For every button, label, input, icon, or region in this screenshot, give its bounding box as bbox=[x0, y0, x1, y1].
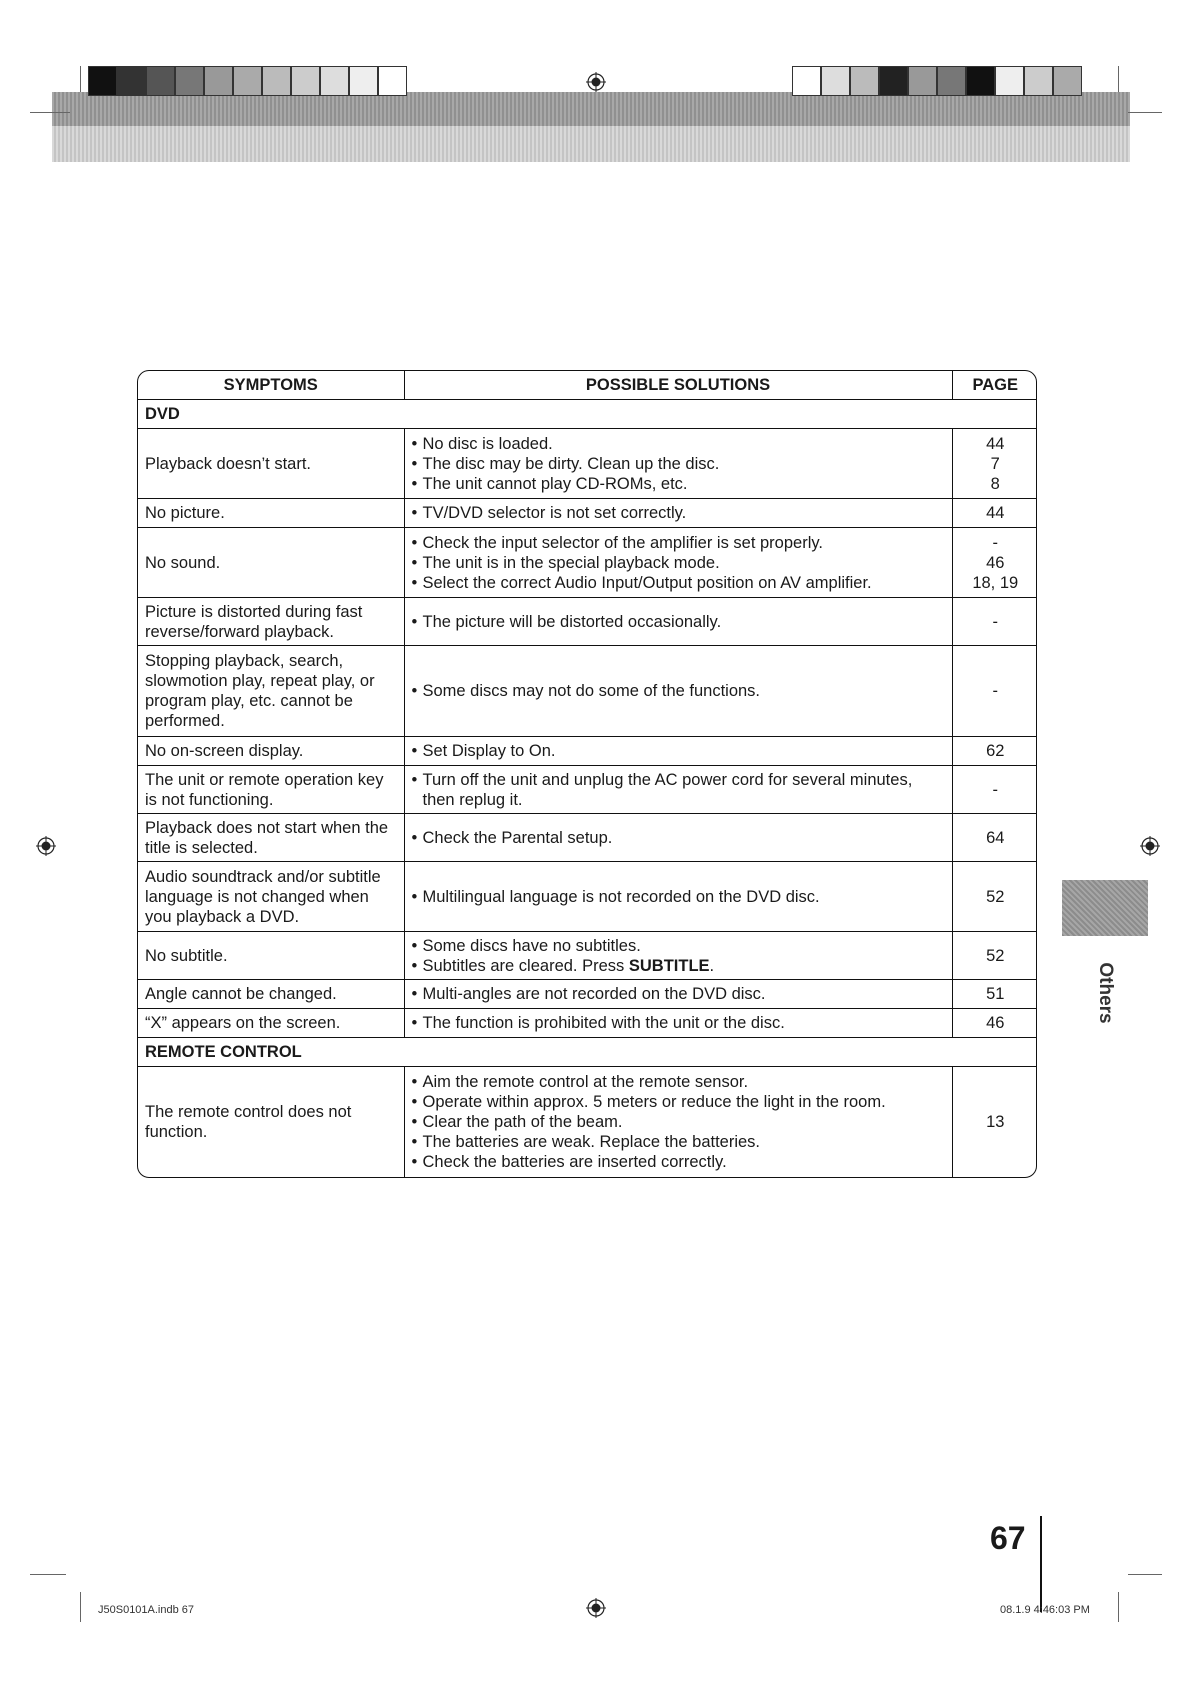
solution-item bbox=[412, 1092, 945, 1112]
page-reference: 46 bbox=[986, 1014, 1005, 1032]
side-tab-label bbox=[1062, 948, 1148, 1038]
bullet-icon: • bbox=[411, 936, 418, 955]
bullet-icon: • bbox=[411, 573, 418, 592]
crop-mark bbox=[80, 1592, 81, 1622]
solution-text: Subtitles are cleared. Press SUBTITLE. bbox=[422, 956, 715, 975]
solution-item bbox=[412, 573, 945, 593]
crop-mark bbox=[1118, 1592, 1119, 1622]
solution-item bbox=[412, 887, 945, 907]
solutions-cell bbox=[404, 1009, 952, 1038]
solution-text: No disc is loaded. bbox=[422, 434, 553, 453]
table-row bbox=[138, 980, 1037, 1009]
registration-mark-left-icon bbox=[36, 836, 56, 856]
solution-item bbox=[412, 454, 945, 474]
solution-item bbox=[412, 533, 945, 553]
solution-text: The unit is in the special playback mode. bbox=[422, 553, 720, 572]
page-reference: 18, 19 bbox=[972, 573, 1019, 592]
solution-text: Select the correct Audio Input/Output position on AV amplifier. bbox=[422, 573, 872, 592]
crop-mark bbox=[1128, 1574, 1162, 1575]
table-header-row bbox=[138, 371, 1037, 400]
table-row bbox=[138, 598, 1037, 646]
table-row bbox=[138, 862, 1037, 932]
section-row-remote-control bbox=[138, 1038, 1037, 1067]
solution-item bbox=[412, 1013, 945, 1033]
solution-text: The disc may be dirty. Clean up the disc. bbox=[422, 454, 720, 473]
section-title-remote-control: REMOTE CONTROL bbox=[138, 1038, 1037, 1067]
page-number: 67 bbox=[990, 1520, 1026, 1556]
solution-item bbox=[412, 681, 945, 701]
solution-item bbox=[412, 1132, 945, 1152]
solution-item bbox=[412, 1152, 945, 1172]
bullet-icon: • bbox=[411, 474, 418, 493]
solution-item bbox=[412, 828, 945, 848]
bullet-icon: • bbox=[411, 1152, 418, 1171]
solution-item bbox=[412, 503, 945, 523]
page-reference: 64 bbox=[986, 828, 1005, 847]
bullet-icon: • bbox=[411, 887, 418, 906]
page-cell bbox=[952, 429, 1037, 499]
table-row bbox=[138, 1067, 1037, 1177]
header-page: PAGE bbox=[952, 371, 1037, 400]
page-cell bbox=[952, 646, 1037, 737]
registration-mark-bottom-icon bbox=[586, 1598, 606, 1618]
section-row-dvd bbox=[138, 400, 1037, 429]
solution-text: TV/DVD selector is not set correctly. bbox=[422, 504, 687, 522]
solution-item bbox=[412, 984, 945, 1004]
page-cell bbox=[952, 737, 1037, 766]
page-reference: 7 bbox=[990, 454, 1000, 473]
footer-file-name: J50S0101A.indb 67 bbox=[98, 1604, 195, 1616]
table-row bbox=[138, 499, 1037, 528]
solution-item bbox=[412, 1112, 945, 1132]
solution-item bbox=[412, 1072, 945, 1092]
page-cell bbox=[952, 1009, 1037, 1038]
header-solutions: POSSIBLE SOLUTIONS bbox=[404, 371, 952, 400]
color-swatches-right bbox=[792, 66, 1082, 96]
bullet-icon: • bbox=[411, 454, 418, 473]
solutions-cell bbox=[404, 766, 952, 814]
page-reference: 51 bbox=[986, 985, 1005, 1003]
symptom-cell: No picture. bbox=[138, 499, 404, 528]
bullet-icon: • bbox=[411, 770, 418, 789]
bullet-icon: • bbox=[411, 1072, 418, 1091]
solution-text: Set Display to On. bbox=[422, 742, 556, 760]
crop-mark bbox=[1118, 66, 1119, 92]
solutions-cell bbox=[404, 737, 952, 766]
bullet-icon: • bbox=[411, 828, 418, 847]
bullet-icon: • bbox=[411, 1132, 418, 1151]
solution-text: Check the input selector of the amplifier is set properly. bbox=[422, 533, 823, 552]
solution-item bbox=[412, 770, 945, 810]
solution-text: Some discs may not do some of the functions. bbox=[422, 682, 761, 700]
page-reference: 44 bbox=[986, 434, 1005, 453]
crop-mark bbox=[30, 112, 70, 113]
symptom-cell: Stopping playback, search, slowmotion play, repeat play, or program play, etc. cannot be performed. bbox=[138, 646, 404, 737]
bullet-icon: • bbox=[411, 985, 418, 1003]
table-row bbox=[138, 932, 1037, 980]
page-cell bbox=[952, 862, 1037, 932]
bullet-icon: • bbox=[411, 533, 418, 552]
solution-text: Check the batteries are inserted correctly. bbox=[422, 1152, 727, 1171]
registration-mark-top-icon bbox=[586, 72, 606, 92]
troubleshooting-table bbox=[137, 370, 1037, 1178]
bullet-icon: • bbox=[411, 742, 418, 760]
symptom-cell: No on-screen display. bbox=[138, 737, 404, 766]
solution-text: Some discs have no subtitles. bbox=[422, 936, 641, 955]
solution-text: Multilingual language is not recorded on the DVD disc. bbox=[422, 887, 820, 906]
solution-text: Check the Parental setup. bbox=[422, 828, 613, 847]
solution-text: The batteries are weak. Replace the batteries. bbox=[422, 1132, 761, 1151]
table-row bbox=[138, 1009, 1037, 1038]
table-row bbox=[138, 766, 1037, 814]
page-cell bbox=[952, 932, 1037, 980]
symptom-cell: Audio soundtrack and/or subtitle language is not changed when you playback a DVD. bbox=[138, 862, 404, 932]
bullet-icon: • bbox=[411, 956, 418, 975]
section-title-dvd: DVD bbox=[138, 400, 1037, 429]
crop-mark bbox=[1128, 112, 1162, 113]
solutions-cell bbox=[404, 980, 952, 1009]
symptom-cell: The remote control does not function. bbox=[138, 1067, 404, 1177]
page-reference: 46 bbox=[986, 553, 1005, 572]
solutions-cell bbox=[404, 862, 952, 932]
solutions-cell bbox=[404, 932, 952, 980]
bullet-icon: • bbox=[411, 434, 418, 453]
registration-mark-right-icon bbox=[1140, 836, 1160, 856]
solution-item bbox=[412, 956, 945, 976]
page-reference: - bbox=[992, 612, 998, 631]
page-number-rule bbox=[1040, 1516, 1042, 1612]
symptom-cell: The unit or remote operation key is not functioning. bbox=[138, 766, 404, 814]
bullet-icon: • bbox=[411, 553, 418, 572]
solution-item bbox=[412, 474, 945, 494]
solutions-cell bbox=[404, 598, 952, 646]
symptom-cell: “X” appears on the screen. bbox=[138, 1009, 404, 1038]
page-reference: - bbox=[992, 533, 998, 552]
side-tab-marker bbox=[1062, 880, 1148, 936]
page-reference: 52 bbox=[986, 946, 1005, 965]
table-row bbox=[138, 528, 1037, 598]
table-row bbox=[138, 737, 1037, 766]
solution-text: Turn off the unit and unplug the AC power cord for several minutes, then replug it. bbox=[422, 770, 913, 809]
solution-text: Aim the remote control at the remote sensor. bbox=[422, 1072, 749, 1091]
page-cell bbox=[952, 528, 1037, 598]
page-reference: 13 bbox=[986, 1112, 1005, 1131]
solutions-cell bbox=[404, 528, 952, 598]
page-reference: 52 bbox=[986, 887, 1005, 906]
page-cell bbox=[952, 980, 1037, 1009]
solution-text: The picture will be distorted occasionally. bbox=[422, 612, 722, 631]
symptom-cell: Playback doesn’t start. bbox=[138, 429, 404, 499]
solution-item bbox=[412, 612, 945, 632]
solution-item bbox=[412, 936, 945, 956]
color-swatches-left bbox=[88, 66, 407, 96]
bullet-icon: • bbox=[411, 682, 418, 700]
symptom-cell: Picture is distorted during fast reverse/forward playback. bbox=[138, 598, 404, 646]
page-cell bbox=[952, 598, 1037, 646]
solutions-cell bbox=[404, 429, 952, 499]
solutions-cell bbox=[404, 646, 952, 737]
page-cell bbox=[952, 499, 1037, 528]
solution-item bbox=[412, 553, 945, 573]
bullet-icon: • bbox=[411, 1092, 418, 1111]
symptom-cell: No subtitle. bbox=[138, 932, 404, 980]
symptom-cell: No sound. bbox=[138, 528, 404, 598]
page-reference: - bbox=[992, 682, 998, 700]
solution-text: The unit cannot play CD-ROMs, etc. bbox=[422, 474, 688, 493]
page-reference: 8 bbox=[990, 474, 1000, 493]
crop-mark bbox=[30, 1574, 66, 1575]
solutions-cell bbox=[404, 1067, 952, 1177]
page-reference: 44 bbox=[986, 504, 1005, 522]
crop-mark bbox=[80, 66, 81, 92]
solution-text: Operate within approx. 5 meters or reduce the light in the room. bbox=[422, 1092, 886, 1111]
page-reference: - bbox=[992, 780, 998, 799]
table-row bbox=[138, 429, 1037, 499]
header-symptoms: SYMPTOMS bbox=[138, 371, 404, 400]
table-row bbox=[138, 646, 1037, 737]
header-band-dark bbox=[52, 92, 1130, 126]
page-cell bbox=[952, 766, 1037, 814]
symptom-cell: Angle cannot be changed. bbox=[138, 980, 404, 1009]
solution-item bbox=[412, 434, 945, 454]
footer-timestamp: 08.1.9 4:46:03 PM bbox=[1000, 1604, 1090, 1616]
bullet-icon: • bbox=[411, 612, 418, 631]
solution-text: The function is prohibited with the unit or the disc. bbox=[422, 1014, 785, 1032]
bullet-icon: • bbox=[411, 1112, 418, 1131]
bullet-icon: • bbox=[411, 1014, 418, 1032]
solution-item bbox=[412, 741, 945, 761]
solutions-cell bbox=[404, 499, 952, 528]
side-tab-text: Others bbox=[1095, 962, 1116, 1024]
page-reference: 62 bbox=[986, 742, 1005, 760]
page-cell bbox=[952, 814, 1037, 862]
solutions-cell bbox=[404, 814, 952, 862]
page-cell bbox=[952, 1067, 1037, 1177]
solution-text: Multi-angles are not recorded on the DVD disc. bbox=[422, 985, 766, 1003]
table-row bbox=[138, 814, 1037, 862]
solution-text: Clear the path of the beam. bbox=[422, 1112, 623, 1131]
symptom-cell: Playback does not start when the title is selected. bbox=[138, 814, 404, 862]
bullet-icon: • bbox=[411, 504, 418, 522]
